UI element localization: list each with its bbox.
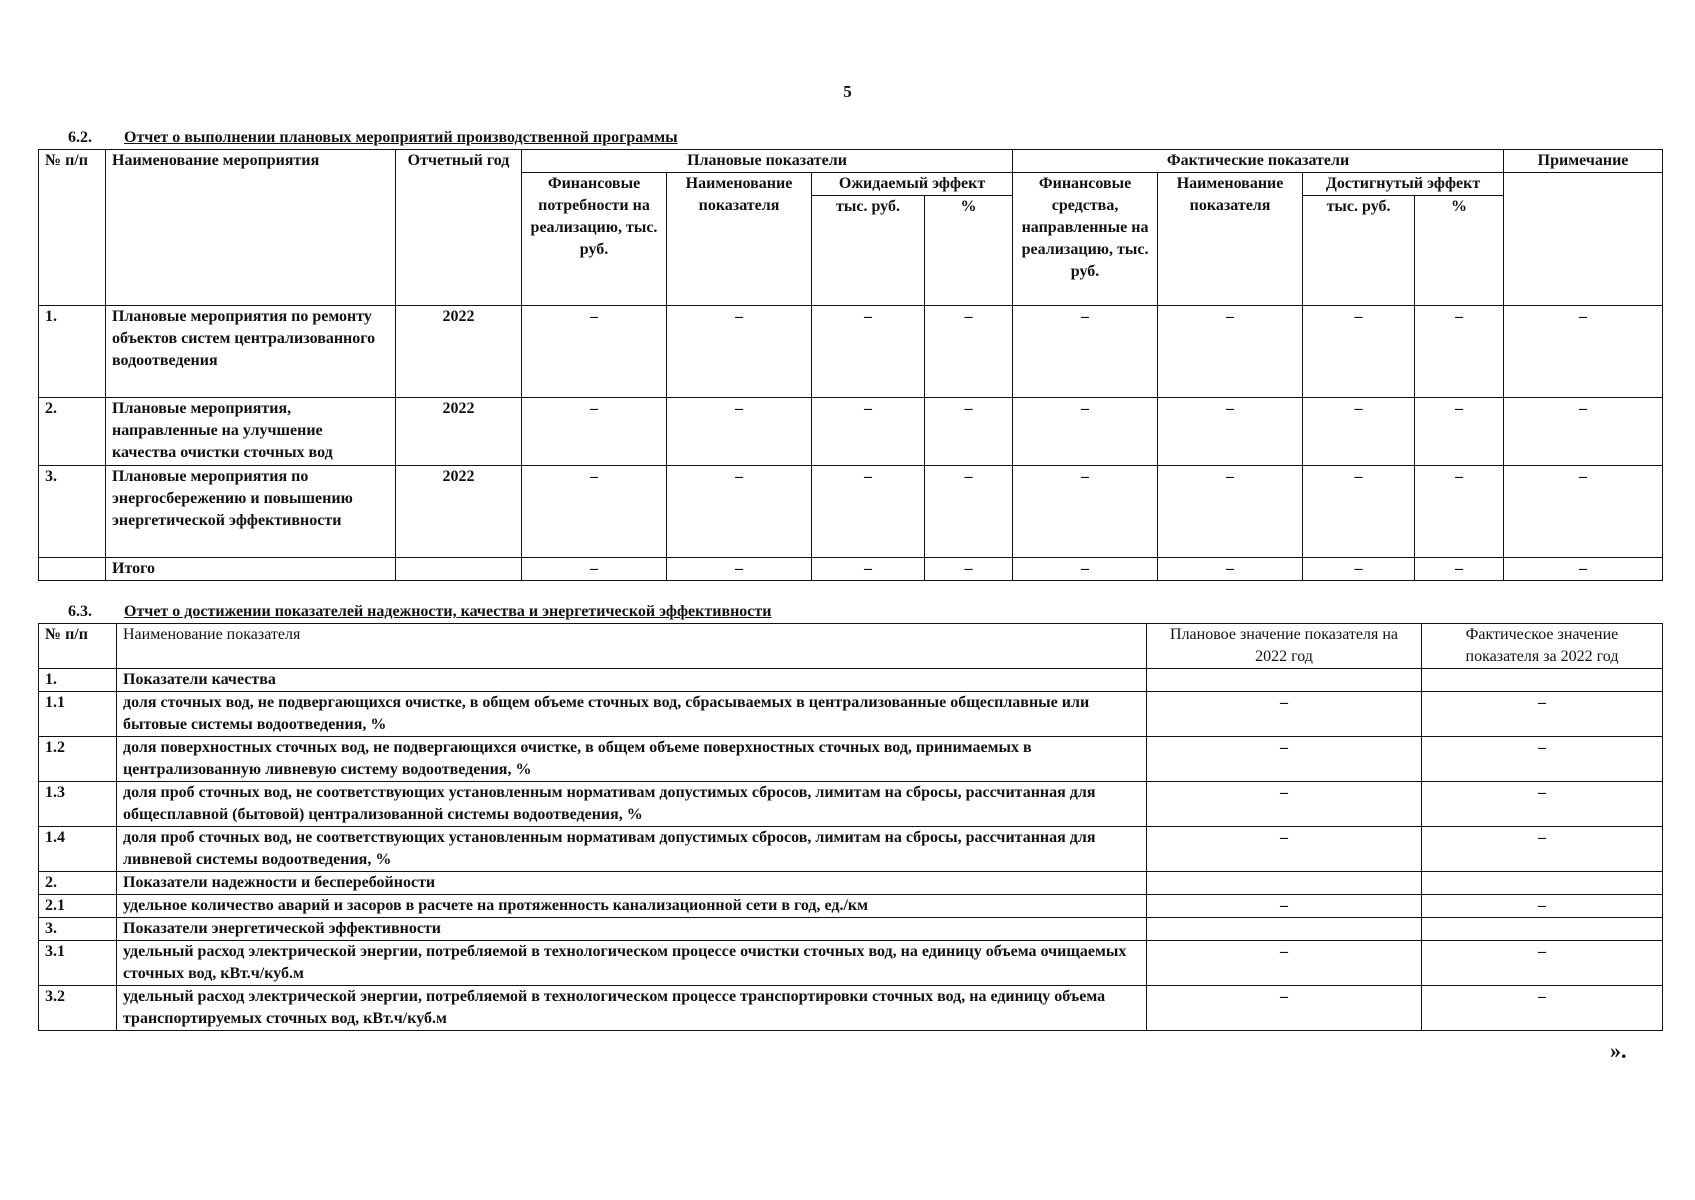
section-63-title-text: Отчет о достижении показателей надежности, качества и энергетической эффективности — [124, 603, 772, 620]
row-value: – — [667, 306, 812, 398]
table-row — [39, 941, 1663, 986]
row-actual: – — [1422, 941, 1663, 986]
row-value: – — [1504, 466, 1663, 558]
row-number: 3.2 — [39, 986, 117, 1031]
section-62-number: 6.2. — [68, 129, 92, 146]
table-row — [39, 827, 1663, 872]
row-number: 1.1 — [39, 692, 117, 737]
table-row — [39, 558, 1663, 581]
row-value: – — [1504, 306, 1663, 398]
table-row — [39, 782, 1663, 827]
row-value: – — [1415, 306, 1504, 398]
table-row — [39, 872, 1663, 895]
row-number: 3. — [39, 466, 106, 558]
row-value: – — [1415, 558, 1504, 581]
table-row — [39, 306, 1663, 398]
t1-header-percent: % — [925, 196, 1013, 306]
section-63-number: 6.3. — [68, 603, 92, 620]
row-value: – — [1158, 306, 1303, 398]
t1-header-thous-rub-fact: тыс. руб. — [1303, 196, 1415, 306]
t1-header-planned: Плановые показатели — [522, 150, 1013, 173]
t1-header-percent-fact: % — [1415, 196, 1504, 306]
row-number: 2.1 — [39, 895, 117, 918]
t1-header-actual: Фактические показатели — [1013, 150, 1504, 173]
t2-header-actual: Фактическое значение показателя за 2022 год — [1422, 624, 1663, 669]
row-actual — [1422, 872, 1663, 895]
row-planned: – — [1147, 782, 1422, 827]
row-value: – — [667, 466, 812, 558]
t2-header-name: Наименование показателя — [117, 624, 1147, 669]
row-actual: – — [1422, 895, 1663, 918]
row-name: Плановые мероприятия по ремонту объектов систем централизованного водоотведения — [106, 306, 396, 398]
row-year: 2022 — [396, 398, 522, 466]
row-value: – — [1158, 398, 1303, 466]
row-name: удельный расход электрической энергии, потребляемой в технологическом процессе очистки сточных вод, на единицу объема очищаемых сточных вод, кВт.ч/куб.м — [117, 941, 1147, 986]
row-number: 2. — [39, 872, 117, 895]
row-planned — [1147, 918, 1422, 941]
row-value: – — [812, 306, 925, 398]
row-number: 1.3 — [39, 782, 117, 827]
t1-header-indicator-name: Наименование показателя — [667, 173, 812, 306]
table-row — [39, 737, 1663, 782]
row-number: 1. — [39, 669, 117, 692]
row-name: Плановые мероприятия, направленные на улучшение качества очистки сточных вод — [106, 398, 396, 466]
row-actual: – — [1422, 782, 1663, 827]
table-row — [39, 398, 1663, 466]
row-value: – — [925, 466, 1013, 558]
row-name: удельное количество аварий и засоров в расчете на протяженность канализационной сети в год, ед./км — [117, 895, 1147, 918]
row-value: – — [1415, 398, 1504, 466]
row-value: – — [1303, 558, 1415, 581]
t1-header-fin-needs: Финансовые потребности на реализацию, тыс. руб. — [522, 173, 667, 306]
row-value: – — [812, 398, 925, 466]
row-value: – — [522, 306, 667, 398]
row-value: – — [925, 398, 1013, 466]
row-value: – — [667, 558, 812, 581]
row-value: – — [1504, 398, 1663, 466]
row-name: Показатели качества — [117, 669, 1147, 692]
row-value: – — [1415, 466, 1504, 558]
production-program-table — [38, 149, 1663, 581]
t1-header-thous-rub: тыс. руб. — [812, 196, 925, 306]
closing-quote: ». — [1610, 1038, 1627, 1063]
row-value: – — [812, 466, 925, 558]
table-row — [39, 669, 1663, 692]
t1-header-note: Примечание — [1504, 150, 1663, 173]
row-number: 3.1 — [39, 941, 117, 986]
t1-header-note-empty — [1504, 173, 1663, 306]
row-value: – — [1013, 306, 1158, 398]
table-row — [39, 895, 1663, 918]
section-62-title — [68, 129, 678, 147]
t1-header-fin-funds: Финансовые средства, направленные на реализацию, тыс. руб. — [1013, 173, 1158, 306]
row-name: Плановые мероприятия по энергосбережению и повышению энергетической эффективности — [106, 466, 396, 558]
row-planned: – — [1147, 986, 1422, 1031]
row-planned: – — [1147, 737, 1422, 782]
row-actual: – — [1422, 737, 1663, 782]
row-name: Показатели энергетической эффективности — [117, 918, 1147, 941]
row-number: 1.4 — [39, 827, 117, 872]
row-actual — [1422, 918, 1663, 941]
table-row — [39, 918, 1663, 941]
row-value: – — [1158, 558, 1303, 581]
t1-header-indicator-name-fact: Наименование показателя — [1158, 173, 1303, 306]
row-value: – — [812, 558, 925, 581]
row-year — [396, 558, 522, 581]
row-number: 3. — [39, 918, 117, 941]
row-name: Показатели надежности и бесперебойности — [117, 872, 1147, 895]
row-name: доля поверхностных сточных вод, не подвергающихся очистке, в общем объеме поверхностных сточных вод, принимаемых в централизованную ливневую систему водоотведения, % — [117, 737, 1147, 782]
page-number: 5 — [843, 82, 852, 101]
row-value: – — [1158, 466, 1303, 558]
row-value: – — [1303, 466, 1415, 558]
table-row — [39, 466, 1663, 558]
row-actual — [1422, 669, 1663, 692]
row-planned: – — [1147, 895, 1422, 918]
row-number: 1.2 — [39, 737, 117, 782]
row-name: доля сточных вод, не подвергающихся очистке, в общем объеме сточных вод, сбрасываемых в централизованные общесплавные или бытовые системы водоотведения, % — [117, 692, 1147, 737]
section-62-title-text: Отчет о выполнении плановых мероприятий производственной программы — [124, 129, 678, 146]
row-name: удельный расход электрической энергии, потребляемой в технологическом процессе транспортировки сточных вод, на единицу объема транспортируемых сточных вод, кВт.ч/куб.м — [117, 986, 1147, 1031]
row-value: – — [522, 398, 667, 466]
row-actual: – — [1422, 986, 1663, 1031]
table-row — [39, 986, 1663, 1031]
row-value: – — [925, 558, 1013, 581]
row-actual: – — [1422, 827, 1663, 872]
row-number: 2. — [39, 398, 106, 466]
t1-header-achieved-effect: Достигнутый эффект — [1303, 173, 1504, 196]
indicators-table — [38, 623, 1663, 1031]
row-actual: – — [1422, 692, 1663, 737]
row-planned: – — [1147, 827, 1422, 872]
t1-header-num: № п/п — [39, 150, 106, 306]
row-value: – — [1013, 398, 1158, 466]
t1-header-name: Наименование мероприятия — [106, 150, 396, 306]
row-name: доля проб сточных вод, не соответствующих установленным нормативам допустимых сбросов, лимитам на сбросы, рассчитанная для общесплавной (бытовой) централизованной системы водоотведения, % — [117, 782, 1147, 827]
row-planned — [1147, 669, 1422, 692]
row-value: – — [1013, 558, 1158, 581]
t2-header-num: № п/п — [39, 624, 117, 669]
table-row — [39, 692, 1663, 737]
row-planned: – — [1147, 941, 1422, 986]
row-year: 2022 — [396, 306, 522, 398]
row-value: – — [1504, 558, 1663, 581]
t1-header-expected-effect: Ожидаемый эффект — [812, 173, 1013, 196]
row-value: – — [1013, 466, 1158, 558]
row-value: – — [667, 398, 812, 466]
row-planned — [1147, 872, 1422, 895]
row-year: 2022 — [396, 466, 522, 558]
row-number — [39, 558, 106, 581]
section-63-title — [68, 603, 771, 621]
row-planned: – — [1147, 692, 1422, 737]
row-value: – — [1303, 306, 1415, 398]
row-value: – — [1303, 398, 1415, 466]
row-value: – — [925, 306, 1013, 398]
row-value: – — [522, 558, 667, 581]
row-value: – — [522, 466, 667, 558]
t2-header-planned: Плановое значение показателя на 2022 год — [1147, 624, 1422, 669]
row-number: 1. — [39, 306, 106, 398]
row-name: Итого — [106, 558, 396, 581]
row-name: доля проб сточных вод, не соответствующих установленным нормативам допустимых сбросов, лимитам на сбросы, рассчитанная для ливневой системы водоотведения, % — [117, 827, 1147, 872]
t1-header-year: Отчетный год — [396, 150, 522, 306]
